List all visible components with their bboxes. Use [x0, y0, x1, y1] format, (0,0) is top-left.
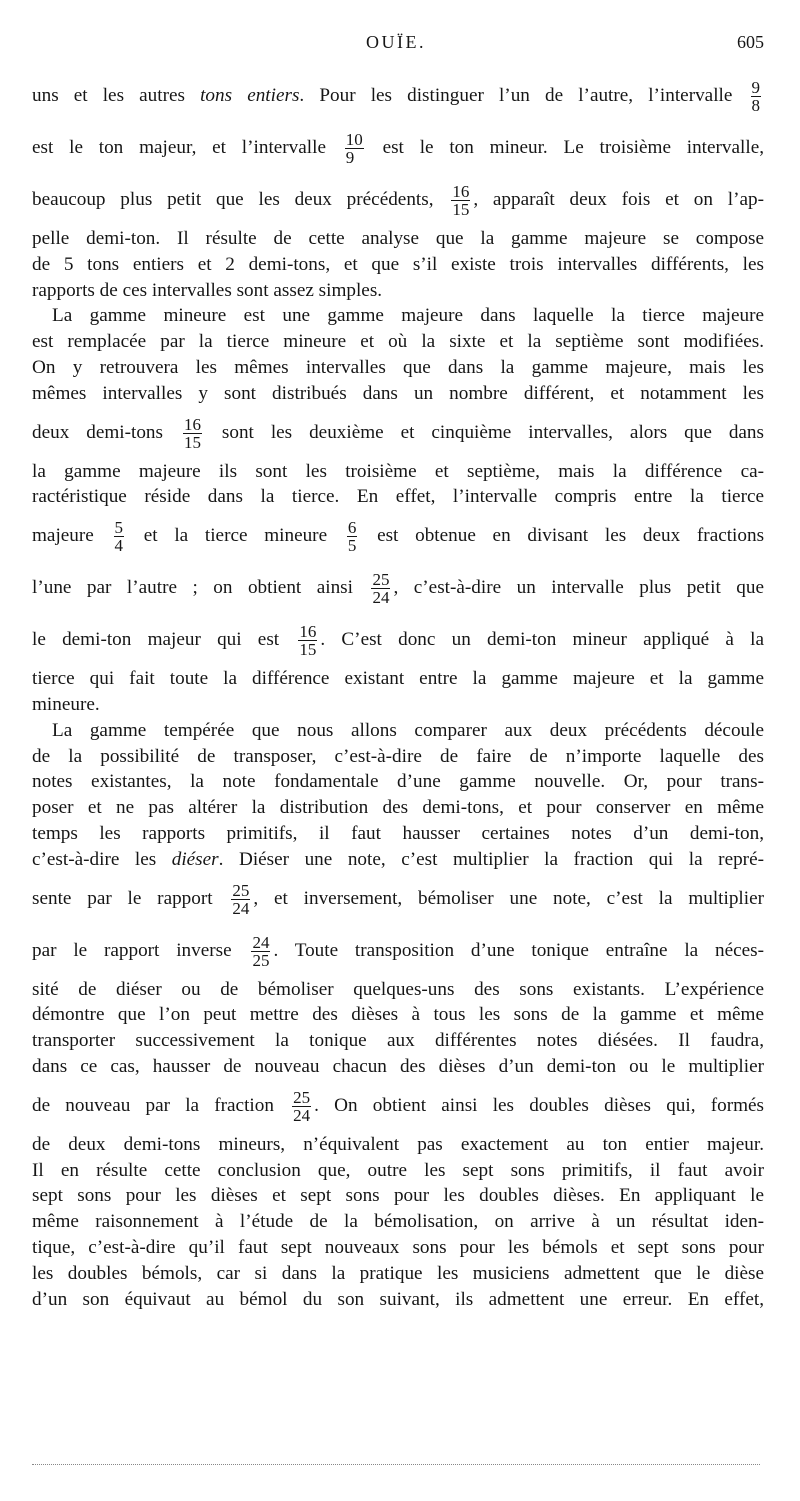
text-line: beaucoup plus petit que les deux précédents, $\frac{16}{15}$ , apparaît deux fois et on l’ap- [32, 182, 764, 220]
text-line: est le ton majeur, et l’intervalle $\frac{10}{9}$ est le ton mineur. Le troisième intervalle, [32, 130, 765, 168]
text-line: sente par le rapport $\frac{25}{24}$ , et inversement, bémoliser une note, c’est la multiplier [32, 880, 764, 918]
text-line: tierce qui fait toute la différence existant entre la gamme majeure et la gamme [32, 668, 764, 690]
fraction-6-5: $\frac{6}{5}$ [347, 518, 357, 556]
text-line: la gamme majeure ils sont les troisième et septième, mais la différence ca- [32, 460, 764, 482]
page-number: 605 [737, 32, 764, 52]
fraction-16-15: $\frac{16}{15}$ [452, 182, 470, 220]
text-line: même raisonnement à l’étude de la bémolisation, on arrive à un résultat iden- [32, 1211, 764, 1233]
text-line: On y retrouvera les mêmes intervalles que dans la gamme majeure, mais les [32, 356, 764, 378]
text-line: ractéristique réside dans la tierce. En effet, l’intervalle compris entre la tierce [32, 486, 764, 508]
text-line: de la possibilité de transposer, c’est-à-dire de faire de n’importe laquelle des [32, 745, 764, 767]
fraction-10-9: $\frac{10}{9}$ [345, 130, 363, 168]
text-line: l’une par l’autre ; on obtient ainsi $\frac{25}{24}$ , c’est-à-dire un intervalle plus petit que [32, 570, 764, 608]
text-line: La gamme tempérée que nous allons comparer aux deux précédents découle [52, 719, 764, 741]
fraction-16-15: $\frac{16}{15}$ [183, 414, 201, 452]
text-line: dans ce cas, hausser de nouveau chacun des dièses d’un demi-ton ou le multiplier [32, 1055, 764, 1077]
page-header [0, 32, 800, 58]
text-line: mêmes intervalles y sont distribués dans un nombre différent, et notamment les [32, 382, 764, 404]
text-line: est remplacée par la tierce mineure et où la sixte et la septième sont modifiées. [32, 331, 764, 353]
text-line: temps les rapports primitifs, il faut hausser certaines notes d’un demi-ton, [32, 822, 764, 844]
text-line: le demi-ton majeur qui est $\frac{16}{15}$ . C’est donc un demi-ton mineur appliqué à la [32, 622, 764, 660]
text-line: uns et les autres tons entiers. Pour les distinguer l’un de l’autre, l’intervalle $\frac{9}{8}$ [32, 78, 760, 116]
text-line: sité de diéser ou de bémoliser quelques-uns des sons existants. L’expérience [32, 978, 764, 1000]
text-line: de nouveau par la fraction $\frac{25}{24}$ . On obtient ainsi les doubles dièses qui, formés [32, 1087, 764, 1125]
text-line: mineure. [32, 693, 100, 715]
text-line: tique, c’est-à-dire qu’il faut sept nouveaux sons pour les bémols et sept sons pour [32, 1236, 764, 1258]
text-line: rapports de ces intervalles sont assez simples. [32, 279, 383, 301]
text-line: démontre que l’on peut mettre des dièses à tous les sons de la gamme et même [32, 1004, 764, 1026]
fraction-16-15: $\frac{16}{15}$ [299, 622, 317, 660]
text-line: d’un son équivaut au bémol du son suivant, ils admettent une erreur. En effet, [32, 1288, 764, 1310]
paragraph-2 [32, 303, 764, 717]
paragraph-3 [32, 718, 764, 1313]
fraction-25-24: $\frac{25}{24}$ [293, 1087, 311, 1125]
text-line: de 5 tons entiers et 2 demi-tons, et que s’il existe trois intervalles différents, les [32, 253, 764, 275]
fraction-24-25: $\frac{24}{25}$ [252, 932, 270, 970]
text-line: transporter successivement la tonique aux différentes notes diésées. Il faudra, [32, 1030, 764, 1052]
text-line: deux demi-tons $\frac{16}{15}$ sont les deuxième et cinquième intervalles, alors que dans [32, 414, 764, 452]
fraction-25-24: $\frac{25}{24}$ [232, 880, 250, 918]
paragraph-1 [32, 70, 764, 303]
fraction-25-24: $\frac{25}{24}$ [372, 570, 390, 608]
running-title: OUÏE. [366, 32, 426, 52]
text-line: par le rapport inverse $\frac{24}{25}$ . Toute transposition d’une tonique entraîne la néces- [32, 932, 765, 970]
fraction-5-4: $\frac{5}{4}$ [114, 518, 124, 556]
text-line: La gamme mineure est une gamme majeure dans laquelle la tierce majeure [52, 305, 764, 327]
text-line: Il en résulte cette conclusion que, outre les sept sons primitifs, il faut avoir [32, 1159, 764, 1181]
footer-dotted-rule [32, 1464, 760, 1465]
fraction-9-8: $\frac{9}{8}$ [751, 78, 760, 116]
body-text [32, 70, 764, 1312]
text-line: majeure $\frac{5}{4}$ et la tierce mineure $\frac{6}{5}$ est obtenue en divisant les deux fractions [32, 518, 765, 556]
text-line: poser et ne pas altérer la distribution des demi-tons, et pour conserver en même [32, 797, 764, 819]
text-line: les doubles bémols, car si dans la pratique les musiciens admettent que le dièse [32, 1262, 764, 1284]
text-line: pelle demi-ton. Il résulte de cette analyse que la gamme majeure se compose [32, 228, 764, 249]
text-line: c’est-à-dire les diéser. Diéser une note, c’est multiplier la fraction qui la repré- [32, 848, 764, 870]
text-line: sept sons pour les dièses et sept sons pour les doubles dièses. En appliquant le [32, 1185, 764, 1207]
text-line: notes existantes, la note fondamentale d’une gamme nouvelle. Or, pour trans- [32, 771, 764, 793]
text-line: de deux demi-tons mineurs, n’équivalent pas exactement au ton entier majeur. [32, 1133, 764, 1155]
